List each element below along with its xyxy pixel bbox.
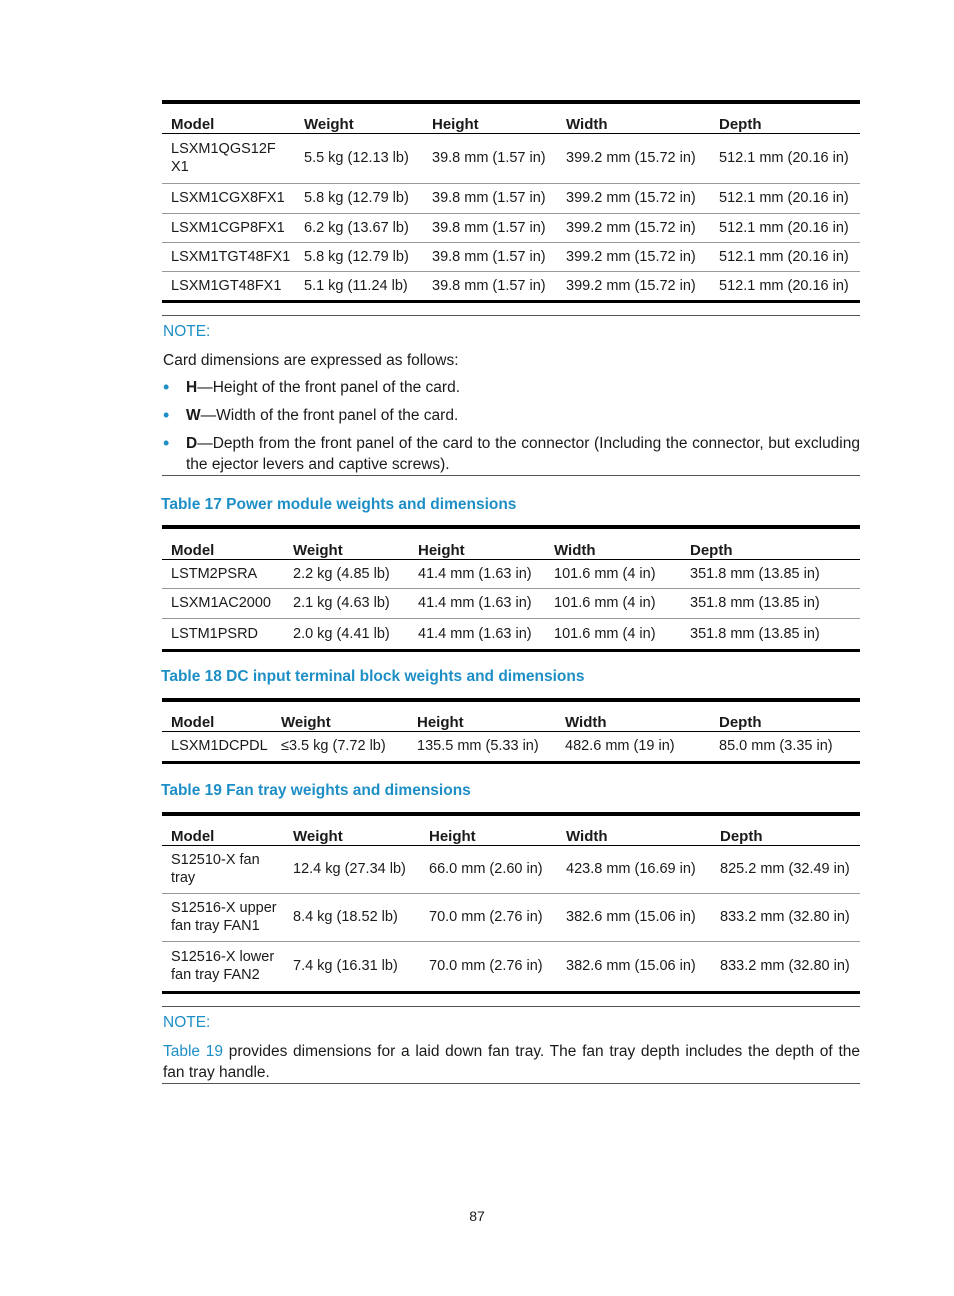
cell-weight: 12.4 kg (27.34 lb) bbox=[284, 845, 420, 893]
header-width: Width bbox=[556, 700, 710, 731]
cell-width: 399.2 mm (15.72 in) bbox=[557, 271, 710, 301]
cell-width: 101.6 mm (4 in) bbox=[545, 618, 681, 650]
header-weight: Weight bbox=[295, 102, 423, 133]
cell-model: S12510-X fan tray bbox=[162, 845, 284, 893]
cell-width: 399.2 mm (15.72 in) bbox=[557, 213, 710, 242]
table-header-row bbox=[162, 527, 860, 559]
table-header-row bbox=[162, 700, 860, 731]
bullet-text: —Width of the front panel of the card. bbox=[200, 407, 459, 424]
note-label: NOTE: bbox=[163, 323, 211, 340]
header-depth: Depth bbox=[711, 814, 860, 845]
table-19-caption: Table 19 Fan tray weights and dimensions bbox=[161, 782, 471, 799]
cell-depth: 512.1 mm (20.16 in) bbox=[710, 213, 860, 242]
bullet-icon: • bbox=[163, 433, 170, 453]
table-row bbox=[162, 271, 860, 301]
cell-width: 423.8 mm (16.69 in) bbox=[557, 845, 711, 893]
cell-weight: 2.1 kg (4.63 lb) bbox=[284, 588, 409, 618]
cell-weight: ≤3.5 kg (7.72 lb) bbox=[272, 731, 408, 762]
cell-height: 41.4 mm (1.63 in) bbox=[409, 559, 545, 588]
table-16-card-weights bbox=[162, 100, 860, 303]
bullet-term: W bbox=[186, 407, 201, 424]
bullet-icon: • bbox=[163, 377, 170, 397]
note-bottom-divider bbox=[162, 1083, 860, 1084]
header-model: Model bbox=[162, 814, 284, 845]
header-width: Width bbox=[557, 102, 710, 133]
header-model: Model bbox=[162, 700, 272, 731]
table-row bbox=[162, 133, 860, 183]
cell-width: 101.6 mm (4 in) bbox=[545, 588, 681, 618]
table-row bbox=[162, 845, 860, 893]
cell-width: 399.2 mm (15.72 in) bbox=[557, 242, 710, 271]
table-19-fan-trays bbox=[162, 812, 860, 994]
table-row bbox=[162, 731, 860, 762]
table-19-link[interactable]: Table 19 bbox=[163, 1043, 224, 1060]
cell-model: LSXM1CGX8FX1 bbox=[162, 183, 295, 213]
cell-height: 41.4 mm (1.63 in) bbox=[409, 588, 545, 618]
header-weight: Weight bbox=[284, 527, 409, 559]
cell-model: LSTM2PSRA bbox=[162, 559, 284, 588]
cell-weight: 6.2 kg (13.67 lb) bbox=[295, 213, 423, 242]
table-17-caption: Table 17 Power module weights and dimensions bbox=[161, 496, 517, 513]
header-model: Model bbox=[162, 102, 295, 133]
cell-weight: 5.8 kg (12.79 lb) bbox=[295, 183, 423, 213]
note-top-divider bbox=[162, 1006, 860, 1007]
cell-model: LSXM1AC2000 bbox=[162, 588, 284, 618]
header-weight: Weight bbox=[272, 700, 408, 731]
note-top-divider bbox=[162, 315, 860, 316]
bullet-text: —Height of the front panel of the card. bbox=[197, 379, 460, 396]
table-row bbox=[162, 618, 860, 650]
table-row bbox=[162, 183, 860, 213]
table-header-row bbox=[162, 814, 860, 845]
cell-weight: 7.4 kg (16.31 lb) bbox=[284, 941, 420, 992]
table-18-caption: Table 18 DC input terminal block weights and dimensions bbox=[161, 668, 585, 685]
cell-height: 66.0 mm (2.60 in) bbox=[420, 845, 557, 893]
cell-weight: 2.2 kg (4.85 lb) bbox=[284, 559, 409, 588]
table-row bbox=[162, 588, 860, 618]
cell-depth: 833.2 mm (32.80 in) bbox=[711, 893, 860, 941]
cell-width: 382.6 mm (15.06 in) bbox=[557, 941, 711, 992]
cell-model: LSXM1DCPDL bbox=[162, 731, 272, 762]
cell-depth: 351.8 mm (13.85 in) bbox=[681, 618, 860, 650]
note-intro: Card dimensions are expressed as follows: bbox=[163, 352, 459, 369]
cell-height: 39.8 mm (1.57 in) bbox=[423, 133, 557, 183]
header-model: Model bbox=[162, 527, 284, 559]
header-depth: Depth bbox=[710, 700, 860, 731]
table-17-power-modules bbox=[162, 525, 860, 652]
cell-model: LSXM1TGT48FX1 bbox=[162, 242, 295, 271]
cell-depth: 512.1 mm (20.16 in) bbox=[710, 133, 860, 183]
bullet-term: H bbox=[186, 379, 198, 396]
cell-width: 399.2 mm (15.72 in) bbox=[557, 183, 710, 213]
bullet-icon: • bbox=[163, 405, 170, 425]
cell-model: LSXM1QGS12FX1 bbox=[162, 133, 295, 183]
cell-depth: 85.0 mm (3.35 in) bbox=[710, 731, 860, 762]
header-depth: Depth bbox=[681, 527, 860, 559]
header-height: Height bbox=[408, 700, 556, 731]
note-body: provides dimensions for a laid down fan tray. The fan tray depth includes the depth of the fan tray handle. bbox=[163, 1043, 860, 1081]
cell-height: 70.0 mm (2.76 in) bbox=[420, 941, 557, 992]
header-height: Height bbox=[420, 814, 557, 845]
cell-depth: 825.2 mm (32.49 in) bbox=[711, 845, 860, 893]
cell-model: LSTM1PSRD bbox=[162, 618, 284, 650]
cell-weight: 5.8 kg (12.79 lb) bbox=[295, 242, 423, 271]
cell-model: LSXM1CGP8FX1 bbox=[162, 213, 295, 242]
cell-weight: 8.4 kg (18.52 lb) bbox=[284, 893, 420, 941]
header-height: Height bbox=[409, 527, 545, 559]
cell-height: 70.0 mm (2.76 in) bbox=[420, 893, 557, 941]
cell-width: 482.6 mm (19 in) bbox=[556, 731, 710, 762]
cell-width: 101.6 mm (4 in) bbox=[545, 559, 681, 588]
table-row bbox=[162, 559, 860, 588]
cell-height: 41.4 mm (1.63 in) bbox=[409, 618, 545, 650]
table-row bbox=[162, 242, 860, 271]
cell-height: 39.8 mm (1.57 in) bbox=[423, 183, 557, 213]
table-row bbox=[162, 941, 860, 992]
cell-width: 399.2 mm (15.72 in) bbox=[557, 133, 710, 183]
cell-depth: 351.8 mm (13.85 in) bbox=[681, 559, 860, 588]
table-header-row bbox=[162, 102, 860, 133]
note-text bbox=[163, 1041, 860, 1083]
table-row bbox=[162, 893, 860, 941]
cell-depth: 833.2 mm (32.80 in) bbox=[711, 941, 860, 992]
page-number: 87 bbox=[469, 1208, 485, 1224]
cell-height: 39.8 mm (1.57 in) bbox=[423, 242, 557, 271]
cell-model: S12516-X upper fan tray FAN1 bbox=[162, 893, 284, 941]
table-row bbox=[162, 213, 860, 242]
note-bottom-divider bbox=[162, 475, 860, 476]
cell-height: 39.8 mm (1.57 in) bbox=[423, 213, 557, 242]
cell-depth: 512.1 mm (20.16 in) bbox=[710, 242, 860, 271]
cell-width: 382.6 mm (15.06 in) bbox=[557, 893, 711, 941]
cell-weight: 5.5 kg (12.13 lb) bbox=[295, 133, 423, 183]
bullet-term: D bbox=[186, 435, 198, 452]
header-width: Width bbox=[557, 814, 711, 845]
cell-depth: 512.1 mm (20.16 in) bbox=[710, 271, 860, 301]
table-18-dc-terminal-block bbox=[162, 698, 860, 764]
bullet-text: —Depth from the front panel of the card to the connector (Including the connector, but excluding the ejector levers and captive screws). bbox=[186, 435, 860, 473]
cell-height: 135.5 mm (5.33 in) bbox=[408, 731, 556, 762]
cell-weight: 5.1 kg (11.24 lb) bbox=[295, 271, 423, 301]
header-width: Width bbox=[545, 527, 681, 559]
cell-model: S12516-X lower fan tray FAN2 bbox=[162, 941, 284, 992]
header-weight: Weight bbox=[284, 814, 420, 845]
cell-model: LSXM1GT48FX1 bbox=[162, 271, 295, 301]
cell-depth: 351.8 mm (13.85 in) bbox=[681, 588, 860, 618]
header-height: Height bbox=[423, 102, 557, 133]
header-depth: Depth bbox=[710, 102, 860, 133]
cell-weight: 2.0 kg (4.41 lb) bbox=[284, 618, 409, 650]
cell-depth: 512.1 mm (20.16 in) bbox=[710, 183, 860, 213]
cell-height: 39.8 mm (1.57 in) bbox=[423, 271, 557, 301]
note-label: NOTE: bbox=[163, 1014, 211, 1031]
